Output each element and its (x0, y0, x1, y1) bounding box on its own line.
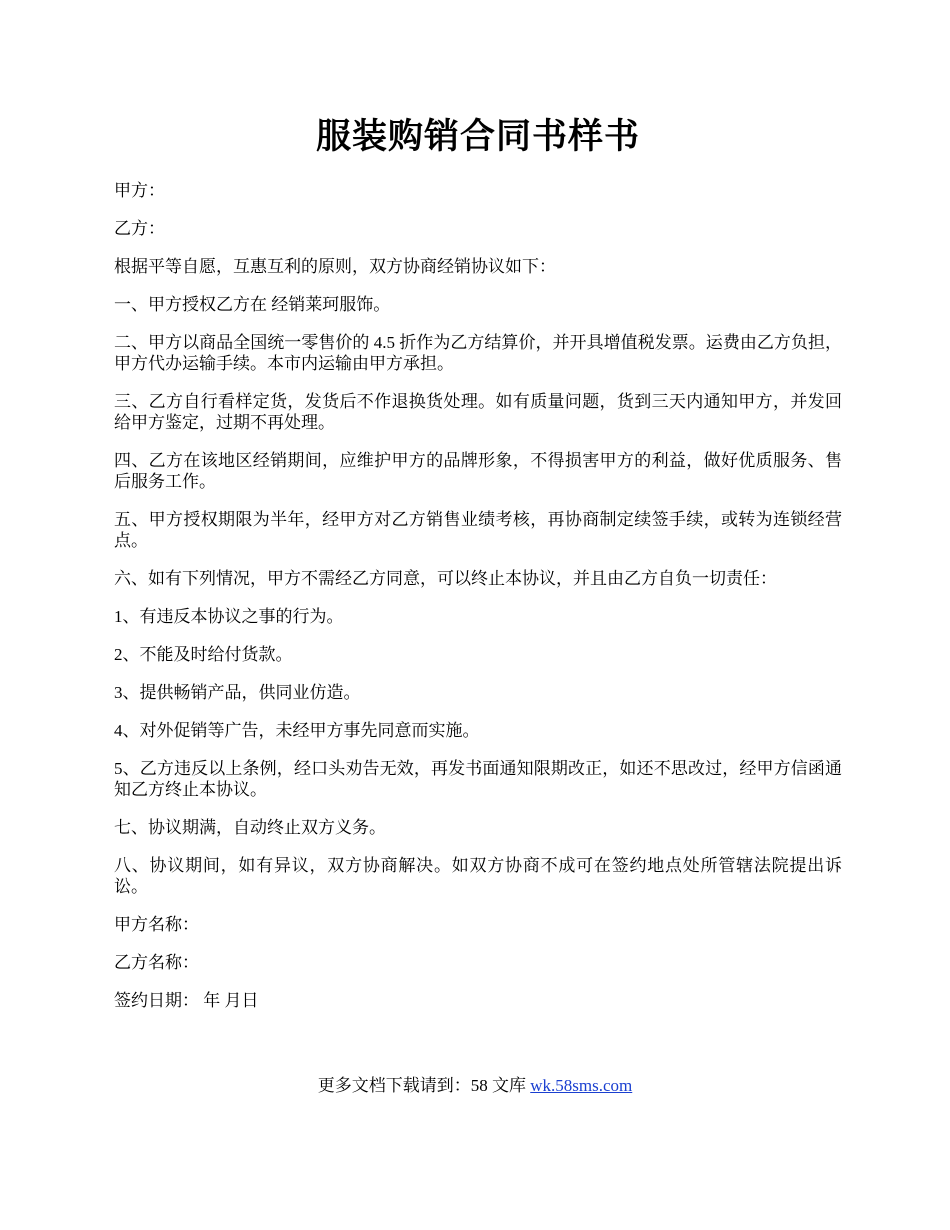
clause-8: 八、协议期间，如有异议，双方协商解决。如双方协商不成可在签约地点处所管辖法院提出诉讼。 (114, 856, 842, 896)
clause-7: 七、协议期满，自动终止双方义务。 (114, 818, 386, 837)
clause-6-item-4: 4、对外促销等广告，未经甲方事先同意而实施。 (114, 721, 480, 740)
clause-6-item-3: 3、提供畅销产品，供同业仿造。 (114, 683, 361, 702)
party-a-line: 甲方： (114, 181, 165, 200)
clause-1: 一、甲方授权乙方在 经销莱珂服饰。 (114, 295, 391, 314)
footer (0, 1075, 950, 1096)
clause-6-item-1: 1、有违反本协议之事的行为。 (114, 607, 344, 626)
footer-link[interactable]: wk.58sms.com (530, 1076, 633, 1095)
party-b-line: 乙方： (114, 219, 165, 238)
clause-5: 五、甲方授权期限为半年，经甲方对乙方销售业绩考核，再协商制定续签手续，或转为连锁经营点。 (114, 510, 842, 550)
clause-4: 四、乙方在该地区经销期间，应维护甲方的品牌形象，不得损害甲方的利益，做好优质服务、售后服务工作。 (114, 451, 842, 491)
footer-text: 更多文档下载请到：58 文库 (317, 1076, 531, 1095)
clause-6-item-5: 5、乙方违反以上条例，经口头劝告无效，再发书面通知限期改正，如还不思改过，经甲方信函通知乙方终止本协议。 (114, 759, 842, 799)
party-b-name-line: 乙方名称： (114, 953, 199, 972)
clause-6-item-2: 2、不能及时给付货款。 (114, 645, 293, 664)
clause-2: 二、甲方以商品全国统一零售价的 4.5 折作为乙方结算价，并开具增值税发票。运费由乙方负担，甲方代办运输手续。本市内运输由甲方承担。 (114, 333, 842, 373)
clause-3: 三、乙方自行看样定货，发货后不作退换货处理。如有质量问题，货到三天内通知甲方，并发回给甲方鉴定，过期不再处理。 (114, 392, 842, 432)
document-page (114, 112, 842, 1028)
signing-date-line: 签约日期： 年 月日 (114, 991, 259, 1010)
clause-6: 六、如有下列情况，甲方不需经乙方同意，可以终止本协议，并且由乙方自负一切责任： (114, 569, 777, 588)
party-a-name-line: 甲方名称： (114, 915, 199, 934)
preamble-paragraph: 根据平等自愿，互惠互利的原则，双方协商经销协议如下： (114, 257, 556, 276)
document-title: 服装购销合同书样书 (315, 117, 640, 156)
